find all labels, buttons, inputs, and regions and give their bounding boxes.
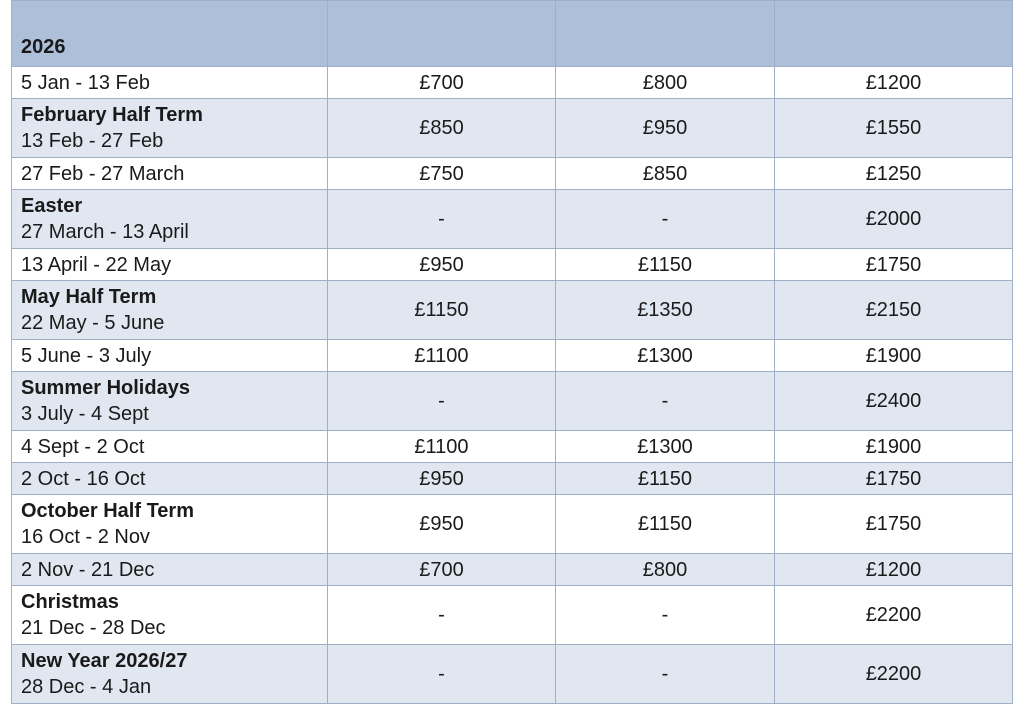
- table-row: [12, 372, 1013, 431]
- price-cell-3: £1200: [775, 67, 1013, 99]
- period-dates: 21 Dec - 28 Dec: [21, 617, 166, 639]
- price-cell-2: £1300: [556, 431, 775, 463]
- price-cell-1: £1150: [328, 281, 556, 340]
- header-col-1: [328, 1, 556, 67]
- price-cell-1: £950: [328, 249, 556, 281]
- price-cell-2: £1300: [556, 340, 775, 372]
- price-table-container: [11, 0, 1012, 704]
- price-cell-2: £1150: [556, 463, 775, 495]
- price-cell-2: £1350: [556, 281, 775, 340]
- period-cell: [12, 645, 328, 704]
- table-row: [12, 158, 1013, 190]
- period-name: October Half Term: [21, 500, 194, 522]
- period-dates: 13 April - 22 May: [21, 253, 172, 276]
- table-row: [12, 586, 1013, 645]
- table-row: [12, 431, 1013, 463]
- price-cell-3: £1550: [775, 99, 1013, 158]
- period-dates: 5 June - 3 July: [21, 344, 152, 367]
- price-cell-3: £2400: [775, 372, 1013, 431]
- price-cell-1: £700: [328, 554, 556, 586]
- period-dates: 5 Jan - 13 Feb: [21, 71, 150, 94]
- table-row: [12, 495, 1013, 554]
- price-cell-1: £1100: [328, 340, 556, 372]
- price-cell-1: £950: [328, 495, 556, 554]
- period-dates: 2 Oct - 16 Oct: [21, 467, 146, 490]
- period-name: Christmas: [21, 591, 119, 613]
- price-cell-1: £950: [328, 463, 556, 495]
- period-dates: 22 May - 5 June: [21, 312, 165, 334]
- price-cell-3: £2200: [775, 586, 1013, 645]
- table-row: [12, 645, 1013, 704]
- price-cell-2: £800: [556, 67, 775, 99]
- period-dates: 27 March - 13 April: [21, 221, 189, 243]
- period-dates: 28 Dec - 4 Jan: [21, 676, 152, 698]
- period-cell: [12, 281, 328, 340]
- table-row: [12, 281, 1013, 340]
- period-cell: [12, 99, 328, 158]
- period-dates: 2 Nov - 21 Dec: [21, 558, 155, 581]
- price-table: [11, 0, 1013, 704]
- price-cell-2: £950: [556, 99, 775, 158]
- price-cell-1: £850: [328, 99, 556, 158]
- price-cell-2: -: [556, 372, 775, 431]
- price-cell-2: £850: [556, 158, 775, 190]
- period-name: May Half Term: [21, 286, 157, 308]
- price-cell-1: £1100: [328, 431, 556, 463]
- period-name: Easter: [21, 195, 83, 217]
- period-dates: 13 Feb - 27 Feb: [21, 130, 164, 152]
- price-cell-1: £750: [328, 158, 556, 190]
- price-cell-2: -: [556, 586, 775, 645]
- period-name: New Year 2026/27: [21, 650, 188, 672]
- price-cell-2: -: [556, 190, 775, 249]
- price-cell-1: -: [328, 190, 556, 249]
- price-cell-3: £2150: [775, 281, 1013, 340]
- price-cell-2: £1150: [556, 249, 775, 281]
- price-cell-3: £1750: [775, 495, 1013, 554]
- table-row: [12, 99, 1013, 158]
- period-dates: 4 Sept - 2 Oct: [21, 435, 145, 458]
- price-cell-3: £2200: [775, 645, 1013, 704]
- table-row: [12, 67, 1013, 99]
- table-row: [12, 463, 1013, 495]
- price-cell-2: -: [556, 645, 775, 704]
- table-row: [12, 190, 1013, 249]
- period-cell: [12, 372, 328, 431]
- price-cell-3: £1200: [775, 554, 1013, 586]
- price-cell-3: £2000: [775, 190, 1013, 249]
- price-cell-3: £1750: [775, 463, 1013, 495]
- period-cell: [12, 249, 328, 281]
- period-dates: 3 July - 4 Sept: [21, 403, 149, 425]
- table-row: [12, 554, 1013, 586]
- period-cell: [12, 554, 328, 586]
- price-cell-2: £800: [556, 554, 775, 586]
- price-cell-3: £1900: [775, 340, 1013, 372]
- header-col-3: [775, 1, 1013, 67]
- table-row: [12, 249, 1013, 281]
- price-cell-3: £1250: [775, 158, 1013, 190]
- header-year: 2026: [12, 1, 328, 67]
- period-cell: [12, 190, 328, 249]
- table-row: [12, 340, 1013, 372]
- period-cell: [12, 586, 328, 645]
- header-col-2: [556, 1, 775, 67]
- period-dates: 27 Feb - 27 March: [21, 162, 185, 185]
- price-cell-3: £1750: [775, 249, 1013, 281]
- period-name: Summer Holidays: [21, 377, 190, 399]
- period-cell: [12, 463, 328, 495]
- period-cell: [12, 158, 328, 190]
- period-cell: [12, 495, 328, 554]
- price-cell-2: £1150: [556, 495, 775, 554]
- period-cell: [12, 340, 328, 372]
- period-dates: 16 Oct - 2 Nov: [21, 526, 150, 548]
- period-cell: [12, 431, 328, 463]
- price-cell-1: £700: [328, 67, 556, 99]
- price-cell-1: -: [328, 645, 556, 704]
- price-cell-1: -: [328, 372, 556, 431]
- price-cell-3: £1900: [775, 431, 1013, 463]
- table-header-row: [12, 1, 1013, 67]
- period-name: February Half Term: [21, 104, 203, 126]
- price-cell-1: -: [328, 586, 556, 645]
- period-cell: [12, 67, 328, 99]
